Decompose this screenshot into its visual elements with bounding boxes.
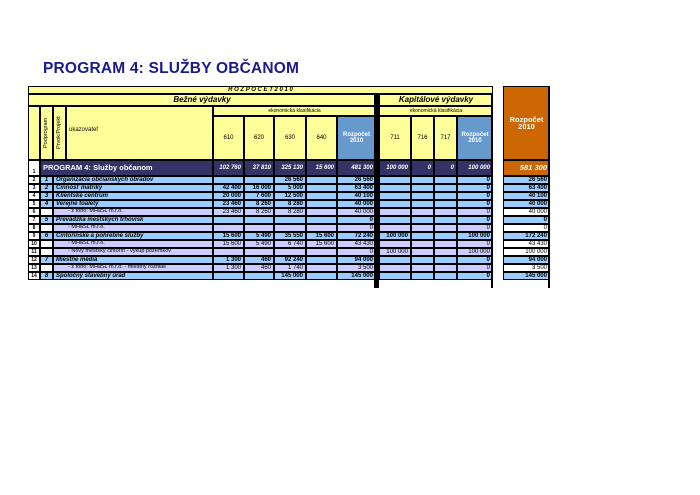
- cell-620: [244, 224, 274, 232]
- ukazovatel-header: ukazovateľ: [66, 106, 213, 160]
- cell-bezne-total: 43 430: [337, 240, 376, 248]
- cell-bezne-total: 40 100: [337, 192, 376, 200]
- cell-640: [306, 192, 337, 200]
- cell-711: [379, 264, 411, 272]
- cell-kap-total: 0: [457, 200, 493, 208]
- cell-kap-total: 100 000: [457, 232, 493, 240]
- cell-630: 26 560: [274, 176, 306, 184]
- cell-grand-total: 26 560: [503, 176, 550, 184]
- cell-640: 15 600: [306, 240, 337, 248]
- cell-kap-total: 0: [457, 240, 493, 248]
- cell-kap-total: 0: [457, 184, 493, 192]
- cell-716: [411, 256, 434, 264]
- cell-bezne-total: 26 560: [337, 176, 376, 184]
- cell-716: [411, 240, 434, 248]
- row-label: Miestne médiá: [53, 256, 213, 264]
- header-n-col: [28, 106, 40, 160]
- podprogram-header: Podprogram: [40, 106, 53, 160]
- cell-610: [213, 176, 244, 184]
- row-podprogram: [40, 224, 53, 232]
- cell-610: 42 400: [213, 184, 244, 192]
- row-podprogram: 2: [40, 184, 53, 192]
- cell-716: 0: [411, 160, 434, 176]
- cell-grand-total: 581 300: [503, 160, 550, 176]
- cell-640: [306, 224, 337, 232]
- cell-bezne-total: 0: [337, 248, 376, 256]
- cell-grand-total: 0: [503, 216, 550, 224]
- row-number: 1: [28, 160, 40, 176]
- column-header-630: 630: [274, 116, 306, 160]
- column-header-711: 711: [379, 116, 411, 160]
- prvok-header: Prvok/Projekt: [53, 106, 66, 160]
- cell-716: [411, 176, 434, 184]
- cell-716: [411, 200, 434, 208]
- cell-640: [306, 264, 337, 272]
- cell-bezne-total: 63 400: [337, 184, 376, 192]
- column-header-717: 717: [434, 116, 457, 160]
- cell-620: 5 490: [244, 232, 274, 240]
- cell-630: 325 130: [274, 160, 306, 176]
- cell-711: [379, 240, 411, 248]
- cell-630: [274, 216, 306, 224]
- row-podprogram: 1: [40, 176, 53, 184]
- cell-717: 0: [434, 160, 457, 176]
- bezne-vydavky-header: Bežné výdavky: [28, 94, 376, 106]
- cell-610: [213, 272, 244, 280]
- cell-grand-total: 40 000: [503, 200, 550, 208]
- row-label-program: PROGRAM 4: Služby občanom: [40, 160, 213, 176]
- section-divider: [548, 86, 550, 288]
- cell-620: 8 260: [244, 208, 274, 216]
- cell-620: 5 490: [244, 240, 274, 248]
- row-number: 11: [28, 248, 40, 256]
- ek-klasifikacia-kap: ekonomická klasifikácia: [379, 106, 493, 116]
- section-divider: [491, 94, 493, 288]
- cell-610: [213, 224, 244, 232]
- cell-kap-total: 0: [457, 224, 493, 232]
- cell-610: [213, 248, 244, 256]
- row-podprogram: 5: [40, 216, 53, 224]
- cell-620: [244, 248, 274, 256]
- row-label: Činnosť matriky: [53, 184, 213, 192]
- rozpocet-bezne-header: Rozpočet 2010: [337, 116, 376, 160]
- cell-640: [306, 216, 337, 224]
- budget-banner: R O Z P O Č E T 2 0 1 0: [28, 86, 493, 94]
- row-number: 2: [28, 176, 40, 184]
- row-number: 8: [28, 224, 40, 232]
- row-number: 6: [28, 208, 40, 216]
- row-label: Cintorínske a pohrebné služby: [53, 232, 213, 240]
- cell-610: 15 600: [213, 240, 244, 248]
- cell-711: [379, 256, 411, 264]
- cell-717: [434, 224, 457, 232]
- cell-bezne-total: 481 300: [337, 160, 376, 176]
- cell-630: 12 500: [274, 192, 306, 200]
- kapitalove-vydavky-header: Kapitálové výdavky: [379, 94, 493, 106]
- cell-640: 15 600: [306, 160, 337, 176]
- cell-711: [379, 224, 411, 232]
- cell-717: [434, 232, 457, 240]
- cell-630: 92 240: [274, 256, 306, 264]
- cell-bezne-total: 40 000: [337, 200, 376, 208]
- cell-711: [379, 272, 411, 280]
- cell-717: [434, 216, 457, 224]
- row-number: 14: [28, 272, 40, 280]
- cell-630: [274, 248, 306, 256]
- cell-711: 100 000: [379, 248, 411, 256]
- cell-grand-total: 3 500: [503, 264, 550, 272]
- cell-716: [411, 232, 434, 240]
- cell-716: [411, 184, 434, 192]
- cell-717: [434, 272, 457, 280]
- cell-bezne-total: 3 500: [337, 264, 376, 272]
- cell-716: [411, 272, 434, 280]
- cell-kap-total: 0: [457, 256, 493, 264]
- page-title: PROGRAM 4: SLUŽBY OBČANOM: [43, 60, 300, 77]
- cell-bezne-total: 145 000: [337, 272, 376, 280]
- row-podprogram: [40, 264, 53, 272]
- row-number: 7: [28, 216, 40, 224]
- cell-bezne-total: 94 000: [337, 256, 376, 264]
- cell-610: [213, 216, 244, 224]
- cell-716: [411, 216, 434, 224]
- cell-711: [379, 192, 411, 200]
- cell-bezne-total: 72 240: [337, 232, 376, 240]
- row-label: - MHaSL m.r.o.: [53, 240, 213, 248]
- cell-grand-total: 100 000: [503, 248, 550, 256]
- cell-kap-total: 0: [457, 176, 493, 184]
- row-label: - Nový mestský cintorín - výkup pozemkov: [53, 248, 213, 256]
- cell-711: 100 000: [379, 232, 411, 240]
- cell-grand-total: 145 000: [503, 272, 550, 280]
- row-label: Prevádzka mestských trhovísk: [53, 216, 213, 224]
- cell-640: 15 600: [306, 232, 337, 240]
- cell-620: 7 600: [244, 192, 274, 200]
- cell-kap-total: 0: [457, 264, 493, 272]
- cell-711: [379, 208, 411, 216]
- cell-grand-total: 94 000: [503, 256, 550, 264]
- cell-711: [379, 176, 411, 184]
- row-podprogram: 4: [40, 200, 53, 208]
- cell-716: [411, 224, 434, 232]
- cell-grand-total: 63 400: [503, 184, 550, 192]
- cell-630: 5 000: [274, 184, 306, 192]
- cell-711: [379, 200, 411, 208]
- cell-630: 35 550: [274, 232, 306, 240]
- cell-640: [306, 184, 337, 192]
- row-label: Klientske centrum: [53, 192, 213, 200]
- cell-620: 8 260: [244, 200, 274, 208]
- row-number: 3: [28, 184, 40, 192]
- row-podprogram: [40, 248, 53, 256]
- cell-610: 1 300: [213, 256, 244, 264]
- cell-630: 8 280: [274, 200, 306, 208]
- cell-kap-total: 0: [457, 272, 493, 280]
- row-podprogram: [40, 208, 53, 216]
- cell-711: 100 000: [379, 160, 411, 176]
- cell-630: 6 740: [274, 240, 306, 248]
- cell-717: [434, 248, 457, 256]
- row-label: - MHaSL m.r.o.: [53, 224, 213, 232]
- cell-620: [244, 176, 274, 184]
- cell-711: [379, 216, 411, 224]
- cell-717: [434, 264, 457, 272]
- rozpocet-total-header: Rozpočet 2010: [503, 86, 550, 160]
- cell-610: 102 760: [213, 160, 244, 176]
- row-number: 10: [28, 240, 40, 248]
- row-label: Organizácia občianskych obradov: [53, 176, 213, 184]
- row-podprogram: 3: [40, 192, 53, 200]
- row-number: 9: [28, 232, 40, 240]
- row-label: - z toho: MHaSL m.r.o.: [53, 208, 213, 216]
- row-podprogram: 8: [40, 272, 53, 280]
- section-divider: [374, 94, 379, 288]
- cell-717: [434, 256, 457, 264]
- row-label: - z toho: MHaSL m.r.o. - miestny rozhlas: [53, 264, 213, 272]
- cell-640: [306, 200, 337, 208]
- cell-716: [411, 208, 434, 216]
- row-label: Spoločný stavebný úrad: [53, 272, 213, 280]
- rozpocet-kap-header: Rozpočet 2010: [457, 116, 493, 160]
- cell-grand-total: 43 430: [503, 240, 550, 248]
- cell-610: 23 460: [213, 200, 244, 208]
- cell-kap-total: 0: [457, 216, 493, 224]
- row-number: 12: [28, 256, 40, 264]
- cell-bezne-total: 0: [337, 216, 376, 224]
- cell-620: [244, 216, 274, 224]
- cell-620: [244, 272, 274, 280]
- cell-630: 145 000: [274, 272, 306, 280]
- cell-717: [434, 176, 457, 184]
- cell-610: 23 460: [213, 208, 244, 216]
- cell-620: 16 000: [244, 184, 274, 192]
- cell-grand-total: 0: [503, 224, 550, 232]
- row-number: 5: [28, 200, 40, 208]
- cell-717: [434, 184, 457, 192]
- cell-630: [274, 224, 306, 232]
- cell-711: [379, 184, 411, 192]
- cell-620: 37 810: [244, 160, 274, 176]
- cell-716: [411, 248, 434, 256]
- cell-640: [306, 208, 337, 216]
- column-header-620: 620: [244, 116, 274, 160]
- cell-grand-total: 172 240: [503, 232, 550, 240]
- row-label: Verejné toalety: [53, 200, 213, 208]
- cell-610: 1 300: [213, 264, 244, 272]
- cell-630: 1 740: [274, 264, 306, 272]
- row-number: 13: [28, 264, 40, 272]
- cell-bezne-total: 0: [337, 224, 376, 232]
- cell-kap-total: 0: [457, 208, 493, 216]
- column-header-716: 716: [411, 116, 434, 160]
- cell-bezne-total: 40 000: [337, 208, 376, 216]
- column-header-610: 610: [213, 116, 244, 160]
- ek-klasifikacia-bezne: ekonomická klasifikácia: [213, 106, 376, 116]
- row-podprogram: [40, 240, 53, 248]
- column-header-640: 640: [306, 116, 337, 160]
- cell-640: [306, 256, 337, 264]
- cell-kap-total: 0: [457, 192, 493, 200]
- cell-620: 460: [244, 256, 274, 264]
- cell-717: [434, 200, 457, 208]
- cell-kap-total: 100 000: [457, 160, 493, 176]
- cell-grand-total: 40 000: [503, 208, 550, 216]
- cell-640: [306, 248, 337, 256]
- cell-610: 15 600: [213, 232, 244, 240]
- cell-716: [411, 264, 434, 272]
- row-podprogram: 6: [40, 232, 53, 240]
- row-number: 4: [28, 192, 40, 200]
- cell-717: [434, 240, 457, 248]
- cell-620: 460: [244, 264, 274, 272]
- row-podprogram: 7: [40, 256, 53, 264]
- cell-640: [306, 272, 337, 280]
- cell-640: [306, 176, 337, 184]
- cell-717: [434, 192, 457, 200]
- cell-kap-total: 100 000: [457, 248, 493, 256]
- cell-grand-total: 40 100: [503, 192, 550, 200]
- cell-630: 8 280: [274, 208, 306, 216]
- cell-717: [434, 208, 457, 216]
- cell-610: 20 000: [213, 192, 244, 200]
- cell-716: [411, 192, 434, 200]
